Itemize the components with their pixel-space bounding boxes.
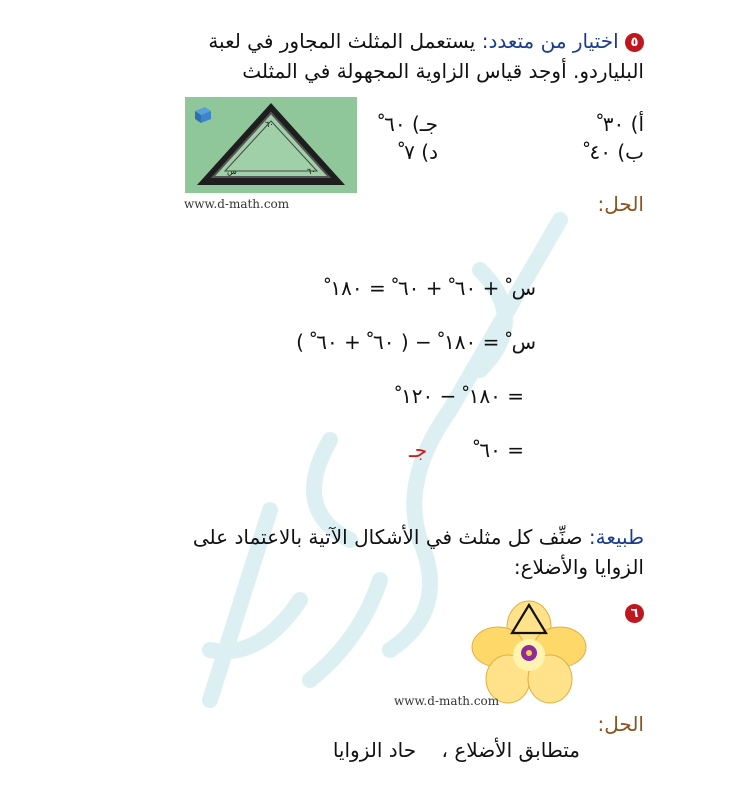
- solution-step-3: = ١٨٠ ْ − ١٢٠ ْ: [395, 384, 524, 408]
- option-b[interactable]: ب) ٤٠ ْ: [583, 140, 644, 164]
- solution-step-1: س ْ + ٦٠ ْ + ٦٠ ْ = ١٨٠ ْ: [324, 276, 536, 300]
- angle-top-label: ٦٠: [265, 120, 274, 129]
- q5-number-badge: ٥: [625, 33, 644, 52]
- final-answer: جـ: [408, 438, 428, 462]
- q6-number-badge: ٦: [625, 604, 644, 623]
- option-c[interactable]: جـ) ٦٠ ْ: [378, 112, 438, 136]
- q6-answer: متطابق الأضلاع ، حاد الزوايا: [332, 738, 580, 762]
- billiard-rack-icon: [185, 97, 357, 193]
- angle-right-label: ٦٠: [307, 167, 316, 176]
- q5-text-line2: البلياردو. أوجد قياس الزاوية المجهولة في المثلث: [242, 59, 644, 83]
- solution-step-4-value: = ٦٠ ْ: [473, 438, 524, 462]
- billiard-triangle-figure: [185, 97, 357, 193]
- option-a[interactable]: أ) ٣٠ ْ: [596, 112, 644, 136]
- q5-solution-label: الحل:: [597, 192, 644, 216]
- figure-site-link[interactable]: www.d-math.com: [184, 197, 290, 211]
- q5-text-line1: يستعمل المثلث المجاور في لعبة: [208, 29, 476, 53]
- chalk-cube-icon: [195, 107, 211, 123]
- angle-left-label: س: [227, 167, 237, 176]
- solution-step-2: س ْ = ١٨٠ ْ − ( ٦٠ ْ + ٦٠ ْ ): [296, 330, 536, 354]
- nature-line1: [193, 522, 644, 552]
- flower-site-link[interactable]: www.d-math.com: [394, 694, 500, 708]
- option-d[interactable]: د) ٧ ْ: [398, 140, 438, 164]
- q5-line1: [208, 26, 644, 56]
- flower-triangle-figure: [468, 595, 590, 707]
- nature-text-line1: صنِّف كل مثلث في الأشكال الآتية بالاعتماد على: [192, 525, 583, 549]
- flower-icon: [472, 601, 586, 703]
- nature-text-line2: الزوايا والأضلاع:: [513, 555, 644, 579]
- q5-label: اختيار من متعدد:: [481, 29, 619, 53]
- nature-label: طبيعة:: [588, 525, 644, 549]
- solution-step-4: [409, 438, 524, 462]
- q6-number-badge-wrap: [625, 603, 644, 623]
- q6-solution-label: الحل:: [597, 712, 644, 736]
